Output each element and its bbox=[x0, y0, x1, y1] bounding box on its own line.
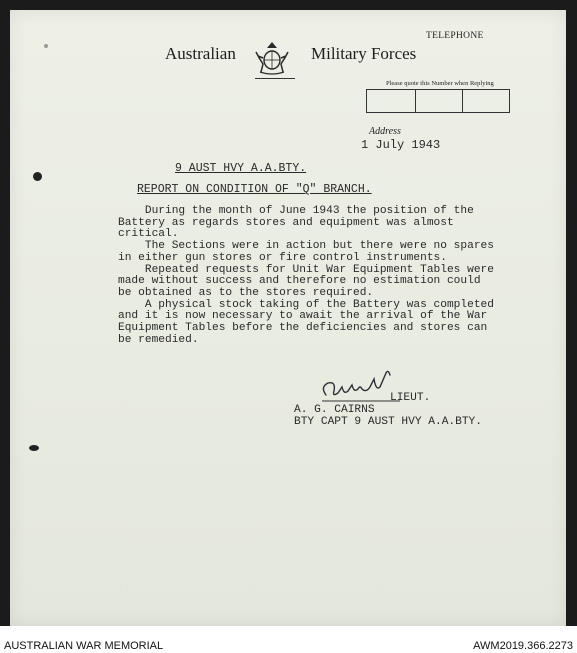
unit-title: 9 AUST HVY A.A.BTY. bbox=[175, 162, 307, 175]
letter-date: 1 July 1943 bbox=[361, 138, 441, 152]
letterhead-org-right: Military Forces bbox=[311, 44, 417, 63]
body-line: During the month of June 1943 the position of the bbox=[118, 205, 474, 217]
report-body bbox=[118, 206, 518, 346]
body-line: in either gun stores or fire control instruments. bbox=[118, 251, 447, 264]
body-line: made without success and therefore no estimation could bbox=[118, 275, 481, 288]
body-line: and it is now necessary to await the arrival of the War bbox=[118, 310, 488, 323]
footer-accession-number: AWM2019.366.2273 bbox=[473, 640, 573, 652]
punch-hole bbox=[29, 445, 39, 451]
body-line: Repeated requests for Unit War Equipment Tables were bbox=[118, 263, 494, 276]
quote-number-note: Please quote this Number when Replying bbox=[386, 80, 494, 87]
body-line: Battery as regards stores and equipment was almost bbox=[118, 216, 454, 229]
punch-hole bbox=[33, 172, 42, 181]
archive-footer bbox=[0, 626, 577, 653]
paper-mark bbox=[44, 44, 48, 48]
body-line: The Sections were in action but there were no spares bbox=[118, 240, 494, 253]
letterhead-org-left: Australian bbox=[165, 44, 236, 63]
reference-number-box bbox=[366, 89, 510, 113]
body-line: A physical stock taking of the Battery was completed bbox=[118, 298, 494, 311]
body-line: be remedied. bbox=[118, 333, 199, 346]
body-line: Equipment Tables before the deficiencies and stores can bbox=[118, 322, 488, 335]
footer-institution: AUSTRALIAN WAR MEMORIAL bbox=[4, 640, 164, 652]
coat-of-arms-icon bbox=[250, 38, 294, 76]
signatory-appointment: BTY CAPT 9 AUST HVY A.A.BTY. bbox=[294, 416, 482, 428]
telephone-label: TELEPHONE bbox=[426, 31, 484, 41]
body-line: critical. bbox=[118, 228, 179, 241]
crest-rule bbox=[255, 78, 295, 79]
body-line: be obtained as to the stores required. bbox=[118, 286, 374, 299]
address-label: Address bbox=[369, 126, 401, 137]
signatory-name: A. G. CAIRNS bbox=[294, 404, 375, 416]
report-title: REPORT ON CONDITION OF "Q" BRANCH. bbox=[137, 183, 372, 196]
signatory-rank: LIEUT. bbox=[390, 392, 431, 404]
reference-box-divider bbox=[462, 90, 463, 112]
reference-box-divider bbox=[415, 90, 416, 112]
